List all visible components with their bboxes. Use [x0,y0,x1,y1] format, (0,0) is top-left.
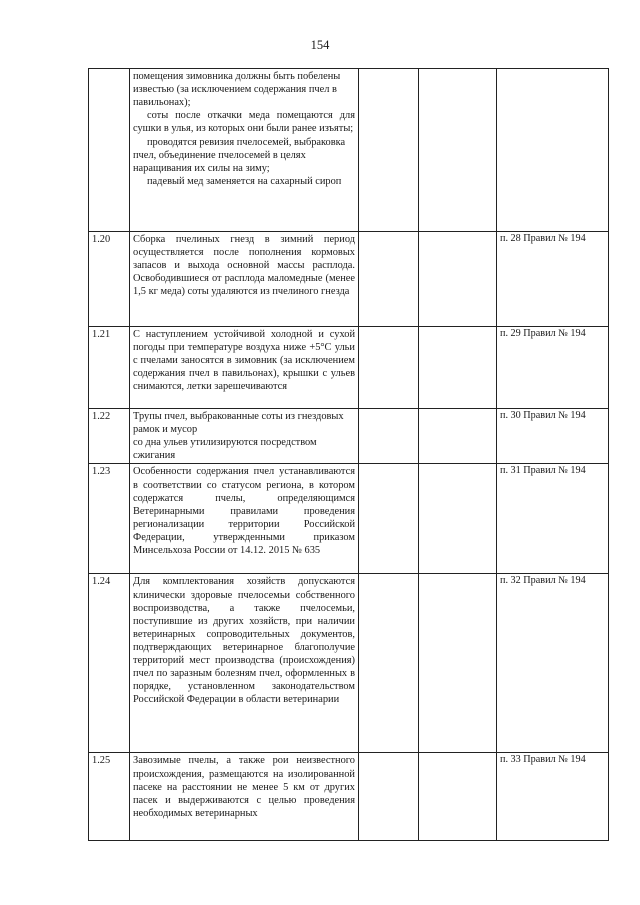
row-number: 1.22 [89,409,130,464]
row-number: 1.21 [89,327,130,409]
row-number: 1.20 [89,232,130,327]
text-paragraph: падевый мед заменяется на сахарный сироп [147,175,342,187]
requirement-text [130,327,359,409]
legal-reference: п. 33 Правил № 194 [497,753,609,841]
row-number [89,69,130,232]
empty-cell [419,574,497,753]
text-paragraph: Трупы пчел, выбракованные соты из гнездовых рамок и мусор [133,411,344,436]
empty-cell [419,464,497,574]
empty-cell [419,232,497,327]
empty-cell [359,409,419,464]
table-row [89,69,609,232]
table-row [89,574,609,753]
text-paragraph: Особенности содержания пчел устанавливаются в соответствии со статусом региона, в котором содержатся пчелы, определяющимся Ветеринарными правилами проведения регионализации территории Российской Федерации, утвержденными приказом Минсельхоза России от 14.12. 2015 № 635 [133,466,355,557]
legal-reference: п. 31 Правил № 194 [497,464,609,574]
table-row [89,753,609,841]
text-paragraph: Сборка пчелиных гнезд в зимний период осуществляется после пополнения кормовых запасов и выхода основной массы расплода. Освободившиеся от расплода маломедные (менее 1,5 кг меда) соты удаляются из пчелиного гнезда [133,234,355,298]
empty-cell [359,464,419,574]
empty-cell [359,69,419,232]
empty-cell [359,753,419,841]
empty-cell [419,409,497,464]
empty-cell [359,327,419,409]
text-paragraph: со дна ульев утилизируются посредством сжигания [133,437,317,462]
legal-reference [497,69,609,232]
table-row [89,409,609,464]
requirement-text [130,464,359,574]
text-paragraph: помещения зимовника должны быть побелены известью (за исключением содержания пчел в павильонах); [133,71,341,109]
row-number: 1.24 [89,574,130,753]
legal-reference: п. 32 Правил № 194 [497,574,609,753]
empty-cell [419,327,497,409]
requirements-table [88,68,609,841]
requirement-text [130,69,359,232]
table-row [89,327,609,409]
page-number: 154 [310,38,330,52]
empty-cell [419,753,497,841]
requirement-text [130,409,359,464]
text-paragraph: Завозимые пчелы, а также рои неизвестного происхождения, размещаются на изолированной пасеке на расстоянии не менее 5 км от других пасек и выдерживаются с целью проведения необходимых ветеринарных [133,755,355,819]
empty-cell [359,574,419,753]
table-row [89,464,609,574]
row-number: 1.23 [89,464,130,574]
legal-reference: п. 29 Правил № 194 [497,327,609,409]
table-row [89,232,609,327]
requirement-text [130,753,359,841]
empty-cell [419,69,497,232]
requirement-text [130,232,359,327]
legal-reference: п. 30 Правил № 194 [497,409,609,464]
text-paragraph: С наступлением устойчивой холодной и сухой погоды при температуре воздуха ниже +5°С ульи с пчелами заносятся в зимовник (за исключением содержания пчел в павильонах), крышки с ульев снимаются, летки зарешечиваются [133,329,355,393]
empty-cell [359,232,419,327]
text-paragraph: проводятся ревизия пчелосемей, выбраковка пчел, объединение пчелосемей в целях наращивания их силы на зиму; [133,136,346,174]
row-number: 1.25 [89,753,130,841]
text-paragraph: соты после откачки меда помещаются для сушки в улья, из которых они были ранее изъяты; [133,110,355,135]
text-paragraph: Для комплектования хозяйств допускаются клинически здоровые пчелосемьи собственного воспроизводства, а также пчелосемьи, поступившие из других хозяйств, при наличии ветеринарных сопроводительных документов, подтверждающих ветеринарное благополучие территорий мест производства (происхождения) пчел по заразным болезням пчел, оформленных в порядке, установленном законодательством Российской Федерации в области ветеринарии [133,576,355,706]
requirement-text [130,574,359,753]
legal-reference: п. 28 Правил № 194 [497,232,609,327]
